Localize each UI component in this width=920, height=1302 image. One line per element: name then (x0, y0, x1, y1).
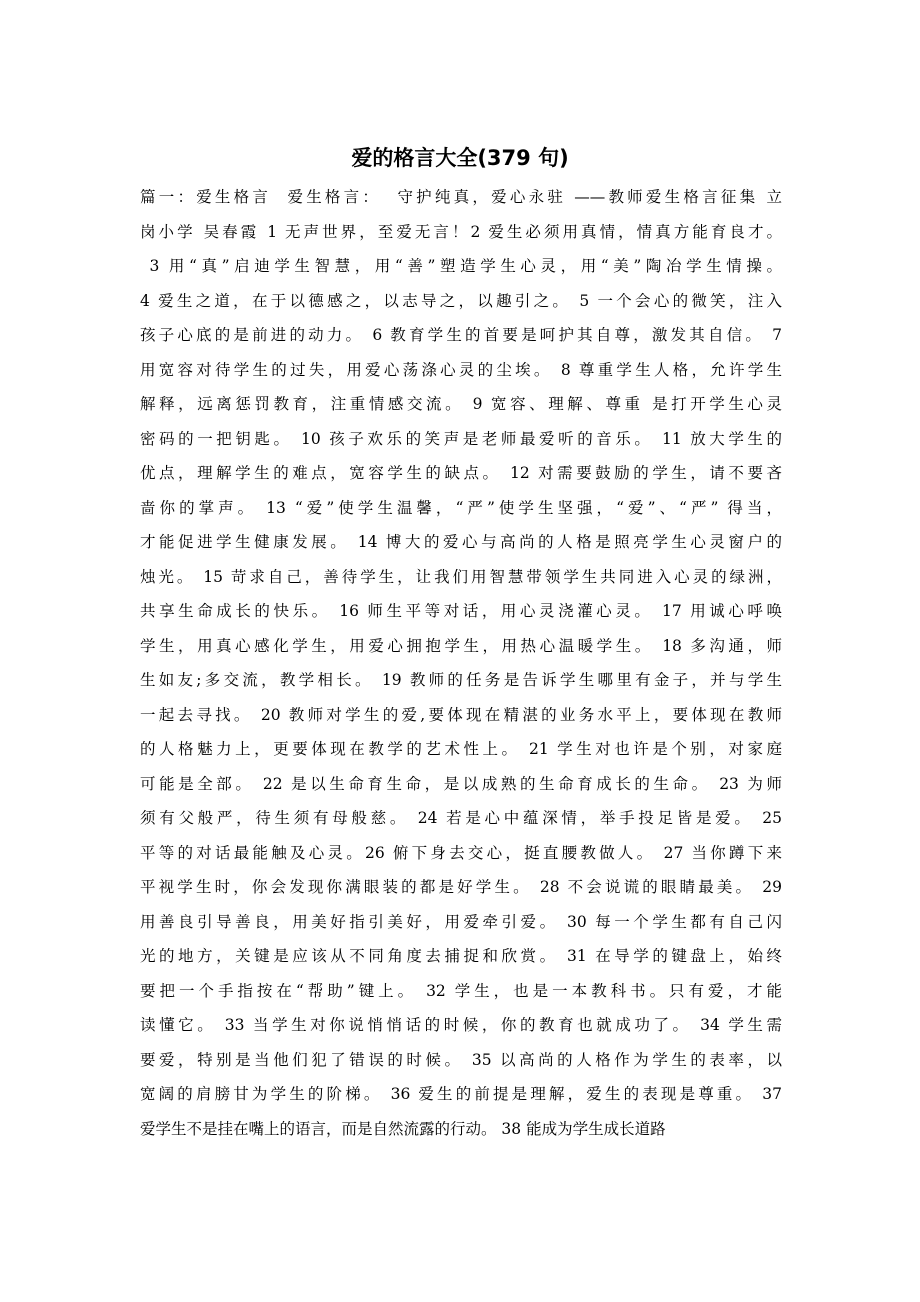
body-line: 用善良引导善良，用美好指引美好，用爱牵引爱。 30 每一个学生都有自己闪 (140, 912, 782, 931)
body-line: 3 用“真”启迪学生智慧，用“善”塑造学生心灵，用“美”陶冶学生情操。 (140, 257, 782, 275)
body-line: 爱学生不是挂在嘴上的语言，而是自然流露的行动。 38 能成为学生成长道路 (140, 1119, 666, 1138)
body-line: 的人格魅力上，更要体现在教学的艺术性上。 21 学生对也许是个别，对家庭 (140, 740, 782, 758)
body-line: 孩子心底的是前进的动力。 6 教育学生的首要是呵护其自尊，激发其自信。 7 (140, 326, 782, 344)
body-line: 篇一：爱生格言 爱生格言： 守护纯真，爱心永驻 ——教师爱生格言征集 立 (140, 188, 782, 206)
body-line: 用宽容对待学生的过失，用爱心荡涤心灵的尘埃。 8 尊重学生人格，允许学生 (140, 360, 782, 379)
body-line: 学生，用真心感化学生，用爱心拥抱学生，用热心温暖学生。 18 多沟通，师 (140, 636, 782, 655)
document-title: 爱的格言大全(379 句) (351, 146, 569, 170)
body-line: 岗小学 吴春霞 1 无声世界，至爱无言！2 爱生必须用真情，情真方能育良才。 (140, 222, 782, 241)
body-line: 密码的一把钥匙。 10 孩子欢乐的笑声是老师最爱听的音乐。 11 放大学生的 (140, 429, 782, 448)
body-line: 生如友;多交流，教学相长。 19 教师的任务是告诉学生哪里有金子，并与学生 (140, 671, 782, 689)
document-body (140, 180, 782, 1146)
body-line: 啬你的掌声。 13 “爱”使学生温馨，“严”使学生坚强，“爱”、“严” 得当， (140, 498, 782, 517)
body-line: 一起去寻找。 20 教师对学生的爱,要体现在精湛的业务水平上，要体现在教师 (140, 705, 782, 724)
body-line: 平视学生时，你会发现你满眼装的都是好学生。 28 不会说谎的眼睛最美。 29 (140, 878, 782, 896)
body-line: 可能是全部。 22 是以生命育生命，是以成熟的生命育成长的生命。 23 为师 (140, 774, 782, 793)
body-line: 宽阔的肩膀甘为学生的阶梯。 36 爱生的前提是理解，爱生的表现是尊重。 37 (140, 1085, 782, 1103)
body-line: 优点，理解学生的难点，宽容学生的缺点。 12 对需要鼓励的学生，请不要吝 (140, 464, 782, 482)
body-line: 解释，远离惩罚教育，注重情感交流。 9 宽容、理解、尊重 是打开学生心灵 (140, 395, 782, 413)
body-line: 须有父般严，待生须有母般慈。 24 若是心中蕴深情，举手投足皆是爱。 25 (140, 809, 782, 827)
body-line: 平等的对话最能触及心灵。26 俯下身去交心，挺直腰教做人。 27 当你蹲下来 (140, 843, 782, 862)
body-line: 烛光。 15 苛求自己，善待学生，让我们用智慧带领学生共同进入心灵的绿洲， (140, 567, 782, 586)
body-line: 读懂它。 33 当学生对你说悄悄话的时候，你的教育也就成功了。 34 学生需 (140, 1016, 782, 1034)
body-line: 要爱，特别是当他们犯了错误的时候。 35 以高尚的人格作为学生的表率，以 (140, 1050, 782, 1069)
body-line: 光的地方，关键是应该从不同角度去捕捉和欣赏。 31 在导学的键盘上，始终 (140, 947, 782, 965)
body-line: 才能促进学生健康发展。 14 博大的爱心与高尚的人格是照亮学生心灵窗户的 (140, 533, 782, 551)
body-line: 共享生命成长的快乐。 16 师生平等对话，用心灵浇灌心灵。 17 用诚心呼唤 (140, 602, 782, 620)
body-line: 要把一个手指按在“帮助”键上。 32 学生，也是一本教科书。只有爱，才能 (140, 981, 782, 1000)
body-line: 4 爱生之道，在于以德感之，以志导之，以趣引之。 5 一个会心的微笑，注入 (140, 291, 782, 310)
